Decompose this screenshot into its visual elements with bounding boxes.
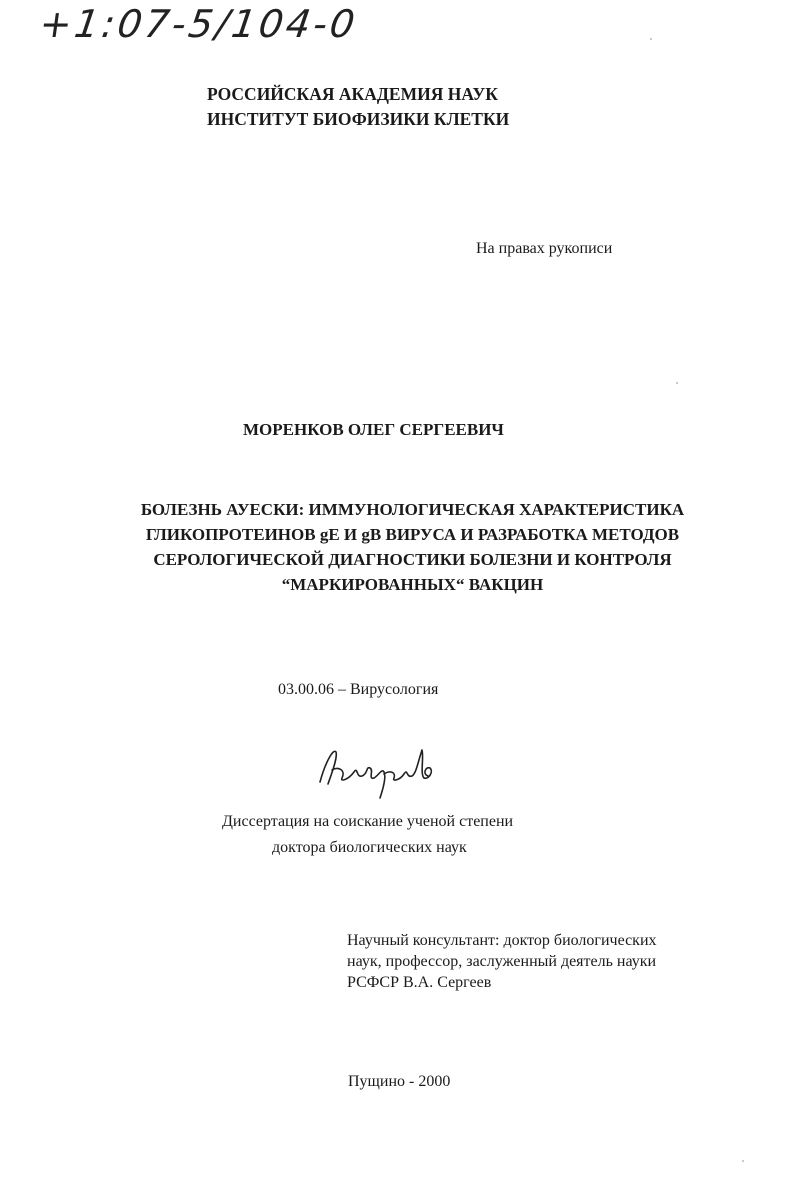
dissertation-title xyxy=(120,497,705,597)
consultant-line-2: наук, профессор, заслуженный деятель науки xyxy=(347,953,657,970)
degree-line-2: доктора биологических наук xyxy=(272,839,467,856)
degree-statement xyxy=(222,809,513,861)
scan-speck xyxy=(650,38,652,40)
institution-header xyxy=(207,82,509,132)
author-name: МОРЕНКОВ ОЛЕГ СЕРГЕЕВИЧ xyxy=(243,420,504,439)
title-line-4: “МАРКИРОВАННЫХ“ ВАКЦИН xyxy=(281,575,544,594)
author-signature xyxy=(312,740,442,810)
title-line-1: БОЛЕЗНЬ АУЕСКИ: ИММУНОЛОГИЧЕСКАЯ ХАРАКТЕРИСТИКА xyxy=(140,500,685,519)
specialty-code: 03.00.06 – Вирусология xyxy=(278,681,439,698)
scientific-consultant xyxy=(347,930,657,993)
degree-line-1: Диссертация на соискание ученой степени xyxy=(222,813,514,830)
title-line-3: СЕРОЛОГИЧЕСКОЙ ДИАГНОСТИКИ БОЛЕЗНИ И КОНТРОЛЯ xyxy=(153,550,672,569)
archive-code-handwritten: +1:07-5/104-0 xyxy=(36,2,361,46)
consultant-line-1: Научный консультант: доктор биологических xyxy=(347,932,657,949)
institution-line-1: РОССИЙСКАЯ АКАДЕМИЯ НАУК xyxy=(207,84,498,104)
consultant-line-3: РСФСР В.А. Сергеев xyxy=(347,974,492,991)
scan-speck xyxy=(742,1160,744,1162)
scan-speck xyxy=(676,382,678,384)
city-and-year: Пущино - 2000 xyxy=(348,1073,451,1090)
title-line-2: ГЛИКОПРОТЕИНОВ gE И gB ВИРУСА И РАЗРАБОТКА МЕТОДОВ xyxy=(145,525,680,544)
rights-note: На правах рукописи xyxy=(476,240,613,257)
institution-line-2: ИНСТИТУТ БИОФИЗИКИ КЛЕТКИ xyxy=(207,109,510,129)
